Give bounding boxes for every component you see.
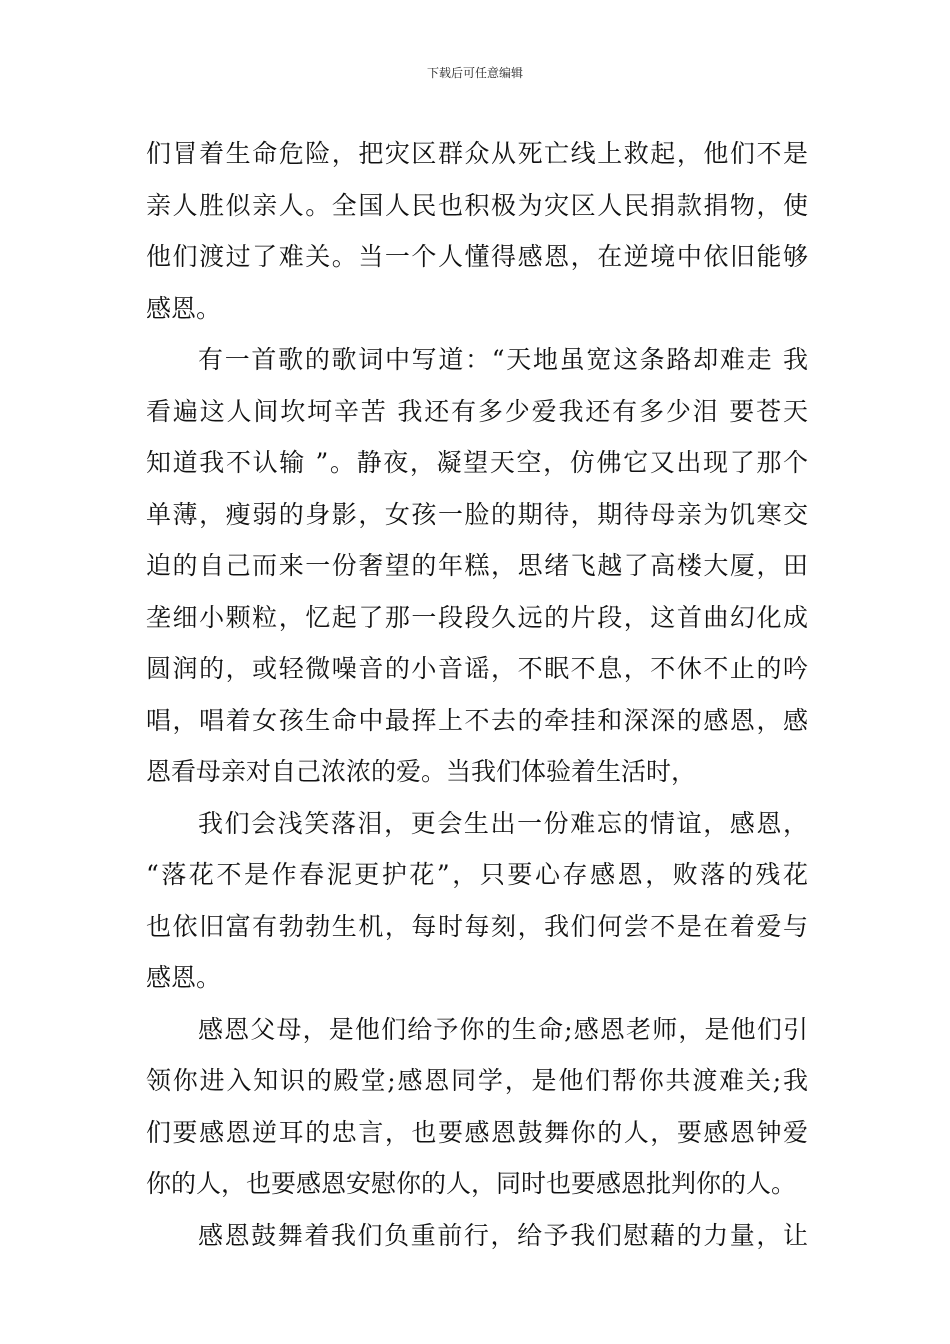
text-line: 单薄，瘦弱的身影，女孩一脸的期待，期待母亲为饥寒交	[146, 499, 808, 529]
paragraph	[146, 334, 808, 798]
text-line: 感恩鼓舞着我们负重前行，给予我们慰藉的力量，让	[198, 1220, 808, 1250]
paragraph	[146, 798, 808, 1004]
paragraph	[146, 1210, 808, 1262]
text-line: 亲人胜似亲人。全国人民也积极为灾区人民捐款捐物，使	[146, 190, 808, 220]
text-line: 领你进入知识的殿堂;感恩同学，是他们帮你共渡难关;我	[146, 1066, 808, 1095]
text-line: 垄细小颗粒，忆起了那一段段久远的片段，这首曲幻化成	[146, 602, 808, 632]
text-line: 他们渡过了难关。当一个人懂得感恩，在逆境中依旧能够	[146, 242, 808, 271]
paragraph	[146, 1004, 808, 1210]
text-line: 们冒着生命危险，把灾区群众从死亡线上救起，他们不是	[146, 139, 808, 168]
text-line: “落花不是作春泥更护花”，只要心存感恩，败落的残花	[146, 860, 808, 889]
text-line: 有一首歌的歌词中写道：“天地虽宽这条路却难走 我	[198, 345, 808, 374]
text-line: 唱，唱着女孩生命中最挥上不去的牵挂和深深的感恩，感	[146, 705, 808, 735]
text-line: 我们会浅笑落泪，更会生出一份难忘的情谊，感恩，	[198, 808, 808, 838]
text-line: 你的人，也要感恩安慰你的人，同时也要感恩批判你的人。	[146, 1169, 797, 1198]
text-line: 看遍这人间坎坷辛苦 我还有多少爱我还有多少泪 要苍天	[146, 396, 808, 426]
paragraph	[146, 128, 808, 334]
text-line: 感恩父母，是他们给予你的生命;感恩老师，是他们引	[198, 1014, 808, 1044]
body-text	[146, 128, 808, 1261]
text-line: 们要感恩逆耳的忠言，也要感恩鼓舞你的人，要感恩钟爱	[146, 1117, 808, 1147]
text-line: 感恩。	[146, 293, 222, 323]
text-line: 迫的自己而来一份奢望的年糕，思绪飞越了高楼大厦，田	[146, 551, 808, 580]
text-line: 圆润的，或轻微噪音的小音谣，不眠不息，不休不止的吟	[146, 654, 808, 683]
page-header: 下载后可任意编辑	[426, 66, 523, 80]
text-line: 恩看母亲对自己浓浓的爱。当我们体验着生活时，	[146, 757, 697, 786]
text-line: 知道我不认输 ”。静夜，凝望天空，仿佛它又出现了那个	[146, 448, 808, 477]
text-line: 感恩。	[146, 963, 222, 992]
text-line: 也依旧富有勃勃生机，每时每刻，我们何尝不是在着爱与	[146, 911, 808, 941]
